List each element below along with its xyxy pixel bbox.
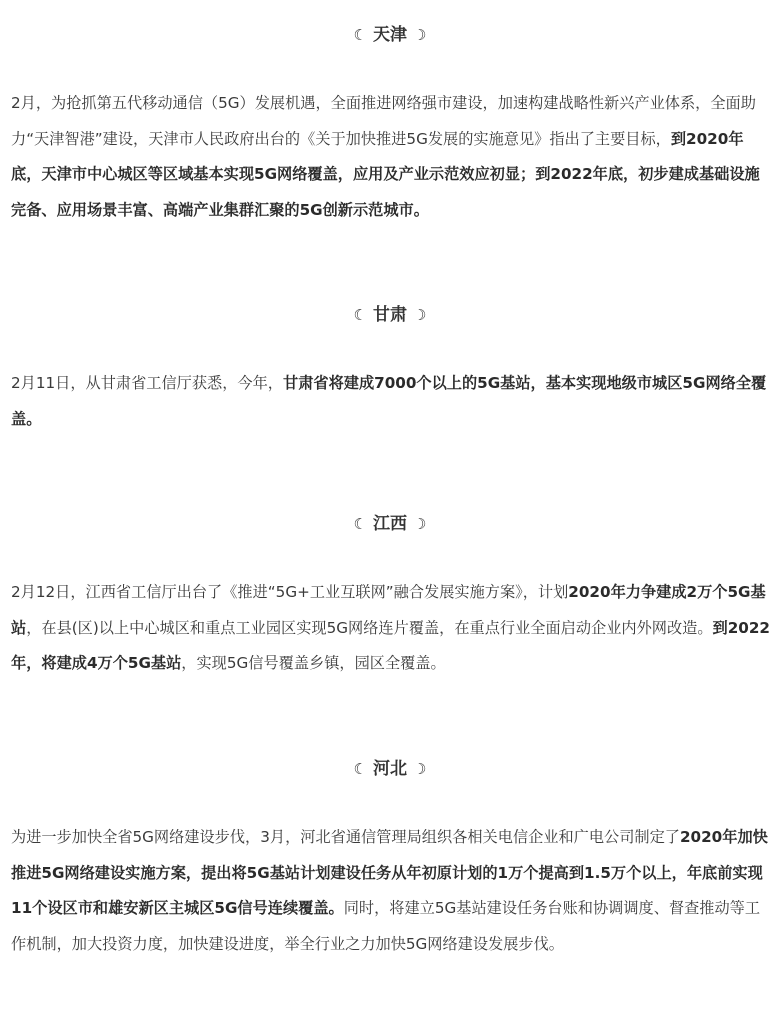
text-segment: ，在县(区)以上中心城区和重点工业园区实现5G网络连片覆盖，在重点行业全面启动企业内外网改造。: [26, 618, 713, 637]
crescent-right-icon: ☽: [413, 760, 427, 778]
crescent-right-icon: ☽: [413, 26, 427, 44]
section-heading-gansu: [0, 302, 780, 328]
section-heading-hebei: [0, 756, 780, 782]
text-segment: ，实现5G信号覆盖乡镇，园区全覆盖。: [181, 654, 446, 672]
text-segment: 2月12日，江西省工信厅出台了《推进“5G+工业互联网”融合发展实施方案》，计划: [11, 583, 569, 601]
crescent-left-icon: ☾: [353, 306, 367, 324]
section-title: 甘肃: [373, 305, 407, 325]
section-paragraph-hebei: [11, 820, 773, 962]
section-paragraph-tianjin: [11, 86, 773, 228]
text-segment: 2月，为抢抓第五代移动通信（5G）发展机遇，全面推进网络强市建设，加速构建战略性新兴产业体系，全面助力“天津智港”建设，天津市人民政府出台的《关于加快推进5G发展的实施意见》指出了主要目标，: [11, 94, 756, 148]
section-paragraph-gansu: [11, 366, 773, 437]
text-segment: 为进一步加快全省5G网络建设步伐，3月，河北省通信管理局组织各相关电信企业和广电公司制定了: [11, 828, 680, 846]
section-heading-tianjin: [0, 22, 780, 48]
section-title: 天津: [373, 25, 407, 45]
bold-text-segment: 2020年力争建成2万个5G基站: [11, 583, 766, 637]
bold-text-segment: 2020年加快推进5G网络建设实施方案，提出将5G基站计划建设任务从年初原计划的1万个提高到1.5万个以上，年底前实现11个设区市和雄安新区主城区5G信号连续覆盖。: [11, 828, 768, 917]
section-title: 江西: [373, 514, 407, 534]
bold-text-segment: 甘肃省将建成7000个以上的5G基站，基本实现地级市城区5G网络全覆盖。: [11, 374, 767, 428]
crescent-left-icon: ☾: [353, 515, 367, 533]
crescent-left-icon: ☾: [353, 760, 367, 778]
bold-text-segment: 到2020年底，天津市中心城区等区域基本实现5G网络覆盖，应用及产业示范效应初显；到2022年底，初步建成基础设施完备、应用场景丰富、高端产业集群汇聚的5G创新示范城市。: [11, 129, 760, 219]
section-paragraph-jiangxi: [11, 575, 773, 682]
bold-text-segment: 到2022年，将建成4万个5G基站: [11, 618, 771, 672]
crescent-right-icon: ☽: [413, 515, 427, 533]
section-title: 河北: [373, 759, 407, 779]
text-segment: 2月11日，从甘肃省工信厅获悉，今年，: [11, 374, 283, 392]
section-heading-jiangxi: [0, 511, 780, 537]
crescent-right-icon: ☽: [413, 306, 427, 324]
crescent-left-icon: ☾: [353, 26, 367, 44]
text-segment: 同时，将建立5G基站建设任务台账和协调调度、督查推动等工作机制，加大投资力度，加快建设进度，举全行业之力加快5G网络建设发展步伐。: [11, 899, 761, 953]
